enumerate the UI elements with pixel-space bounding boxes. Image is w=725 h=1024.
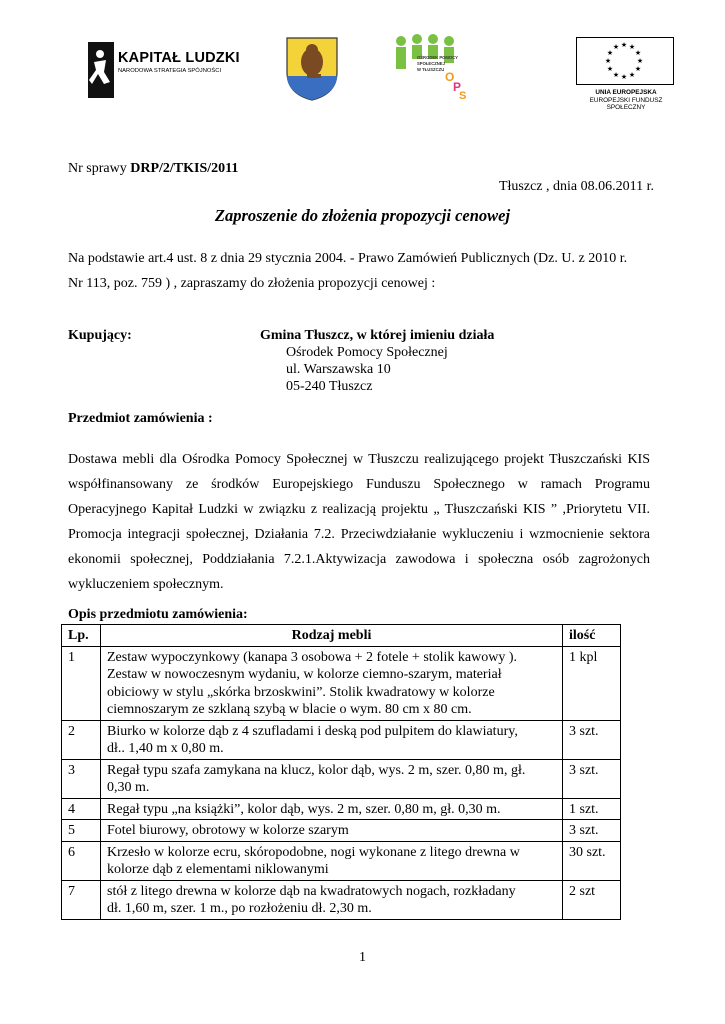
buyer-address-line: Ośrodek Pomocy Społecznej xyxy=(286,345,448,360)
case-number-value: DRP/2/TKIS/2011 xyxy=(130,161,239,176)
cell-line: kolorze dąb z elementami niklowanymi xyxy=(107,862,329,877)
cell-qty: 30 szt. xyxy=(563,841,621,880)
ops-line: OŚRODEK POMOCY xyxy=(417,55,458,60)
cell-lp: 6 xyxy=(62,841,101,880)
cell-line: ciemnoszarym ze szklaną szybą w blacie o wym. 80 cm x 80 cm. xyxy=(107,702,472,717)
cell-type xyxy=(101,820,563,842)
eu-line-1: UNIA EUROPEJSKA xyxy=(595,89,657,96)
cell-type xyxy=(101,759,563,798)
ops-line: W TŁUSZCZU xyxy=(417,67,445,72)
table-row xyxy=(62,646,621,720)
table-row xyxy=(62,841,621,880)
buyer-address-line: ul. Warszawska 10 xyxy=(286,362,391,377)
case-prefix: Nr sprawy xyxy=(68,161,131,176)
cell-qty: 2 szt xyxy=(563,880,621,919)
svg-text:★: ★ xyxy=(606,65,614,73)
svg-text:O: O xyxy=(445,70,455,84)
svg-text:★: ★ xyxy=(634,65,642,73)
cell-type xyxy=(101,841,563,880)
cell-type xyxy=(101,720,563,759)
cell-type xyxy=(101,646,563,720)
ops-line: SPOŁECZNEJ xyxy=(417,61,445,66)
cell-qty: 1 szt. xyxy=(563,798,621,820)
date-line: Tłuszcz , dnia 08.06.2011 r. xyxy=(498,179,654,194)
ops-logo-text xyxy=(417,55,458,73)
table-row xyxy=(62,759,621,798)
table-header-row xyxy=(62,625,621,647)
svg-text:S: S xyxy=(459,90,467,101)
cell-line: dł.. 1,40 m x 0,80 m. xyxy=(107,741,224,756)
cell-line: Fotel biurowy, obrotowy w kolorze szarym xyxy=(107,823,349,838)
page-number: 1 xyxy=(359,950,366,965)
svg-text:★: ★ xyxy=(628,71,636,79)
buyer-label: Kupujący: xyxy=(68,328,132,343)
table-row xyxy=(62,798,621,820)
cell-lp: 4 xyxy=(62,798,101,820)
furniture-table xyxy=(61,624,621,920)
cell-qty: 1 kpl xyxy=(563,646,621,720)
column-header-qty: ilość xyxy=(563,625,621,647)
eu-logo-text xyxy=(575,89,677,112)
eu-logo xyxy=(575,37,677,113)
svg-text:★: ★ xyxy=(612,43,620,51)
cell-lp: 5 xyxy=(62,820,101,842)
eu-flag xyxy=(576,37,674,85)
cell-lp: 7 xyxy=(62,880,101,919)
table-row xyxy=(62,720,621,759)
cell-qty: 3 szt. xyxy=(563,759,621,798)
buyer-name: Gmina Tłuszcz, w której imieniu działa xyxy=(260,328,495,343)
svg-text:★: ★ xyxy=(620,41,628,49)
tluszcz-coat-of-arms xyxy=(285,36,339,102)
cell-line: Zestaw w nowoczesnym wydaniu, w kolorze ciemno-szarym, materiał xyxy=(107,667,502,682)
svg-text:★: ★ xyxy=(612,71,620,79)
kapital-ludzki-emblem-icon xyxy=(84,40,116,100)
column-header-type: Rodzaj mebli xyxy=(101,625,563,647)
svg-text:P: P xyxy=(453,80,462,94)
subject-line: Dostawa mebli dla Ośrodka Pomocy Społecznej w Tłuszczu realizującego projekt Tłuszczański KIS xyxy=(68,452,650,467)
cell-type xyxy=(101,798,563,820)
eu-stars-icon xyxy=(577,38,672,83)
eu-line-3: SPOŁECZNY xyxy=(606,104,646,111)
kapital-ludzki-logo xyxy=(84,40,240,100)
cell-lp: 1 xyxy=(62,646,101,720)
cell-line: stół z litego drewna w kolorze dąb na kwadratowych nogach, rozkładany xyxy=(107,883,516,899)
kapital-ludzki-title: KAPITAŁ LUDZKI xyxy=(118,50,240,66)
buyer-address-line: 05-240 Tłuszcz xyxy=(286,379,373,394)
ops-logo xyxy=(389,33,469,101)
cell-type xyxy=(101,880,563,919)
cell-qty: 3 szt. xyxy=(563,720,621,759)
subject-label: Przedmiot zamówienia : xyxy=(68,411,213,426)
table-row xyxy=(62,880,621,919)
svg-text:★: ★ xyxy=(606,49,614,57)
intro-line-1: Na podstawie art.4 ust. 8 z dnia 29 stycznia 2004. - Prawo Zamówień Publicznych (Dz. U. z 2010 r. xyxy=(68,251,628,266)
cell-line: dł. 1,60 m, szer. 1 m., po rozłożeniu dł. 2,30 m. xyxy=(107,901,372,916)
cell-lp: 3 xyxy=(62,759,101,798)
cell-line: Zestaw wypoczynkowy (kanapa 3 osobowa + 2 fotele + stolik kawowy ). xyxy=(107,649,518,665)
intro-line-2: Nr 113, poz. 759 ) , zapraszamy do złożenia propozycji cenowej : xyxy=(68,276,436,291)
column-header-lp: Lp. xyxy=(62,625,101,647)
subject-line: Promocja integracji społecznej, Działania 7.2. Przeciwdziałanie wykluczeniu i wzmocnienie sektora xyxy=(68,527,650,542)
subject-line: wykluczeniem społecznym. xyxy=(68,577,224,592)
subject-line: ekonomii społecznej, Poddziałania 7.2.1.Aktywizacja zawodowa i społeczna osób zagrożonych xyxy=(68,552,650,567)
eu-line-2: EUROPEJSKI FUNDUSZ xyxy=(589,96,663,104)
kapital-ludzki-subtitle: NARODOWA STRATEGIA SPÓJNOŚCI xyxy=(118,68,222,74)
cell-line: Regał typu szafa zamykana na klucz, kolor dąb, wys. 2 m, szer. 0,80 m, gł. xyxy=(107,762,526,778)
svg-text:★: ★ xyxy=(628,43,636,51)
subject-line: Operacyjnego Kapitał Ludzki w związku z realizacją projektu „ Tłuszczański KIS ” ,Priorytetu VII. xyxy=(68,502,650,517)
svg-text:★: ★ xyxy=(636,57,644,65)
cell-lp: 2 xyxy=(62,720,101,759)
description-label: Opis przedmiotu zamówienia: xyxy=(68,607,248,622)
cell-line: Regał typu „na książki”, kolor dąb, wys. 2 m, szer. 0,80 m, gł. 0,30 m. xyxy=(107,801,501,817)
cell-line: Biurko w kolorze dąb z 4 szufladami i deską pod pulpitem do klawiatury, xyxy=(107,723,518,739)
svg-text:★: ★ xyxy=(634,49,642,57)
cell-qty: 3 szt. xyxy=(563,820,621,842)
document-title: Zaproszenie do złożenia propozycji cenowej xyxy=(214,206,511,225)
cell-line: Krzesło w kolorze ecru, skóropodobne, nogi wykonane z litego drewna w xyxy=(107,844,520,860)
cell-line: 0,30 m. xyxy=(107,780,150,795)
svg-text:★: ★ xyxy=(604,57,612,65)
subject-line: współfinansowany ze środków Europejskiego Funduszu Społecznego w ramach Programu xyxy=(68,477,650,492)
beaver-coat-of-arms-icon xyxy=(285,36,339,102)
cell-line: obiciowy w stylu „skórka brzoskwini”. Stolik kwadratowy w kolorze xyxy=(107,684,495,700)
case-number xyxy=(68,160,238,178)
svg-text:★: ★ xyxy=(620,73,628,81)
table-row xyxy=(62,820,621,842)
